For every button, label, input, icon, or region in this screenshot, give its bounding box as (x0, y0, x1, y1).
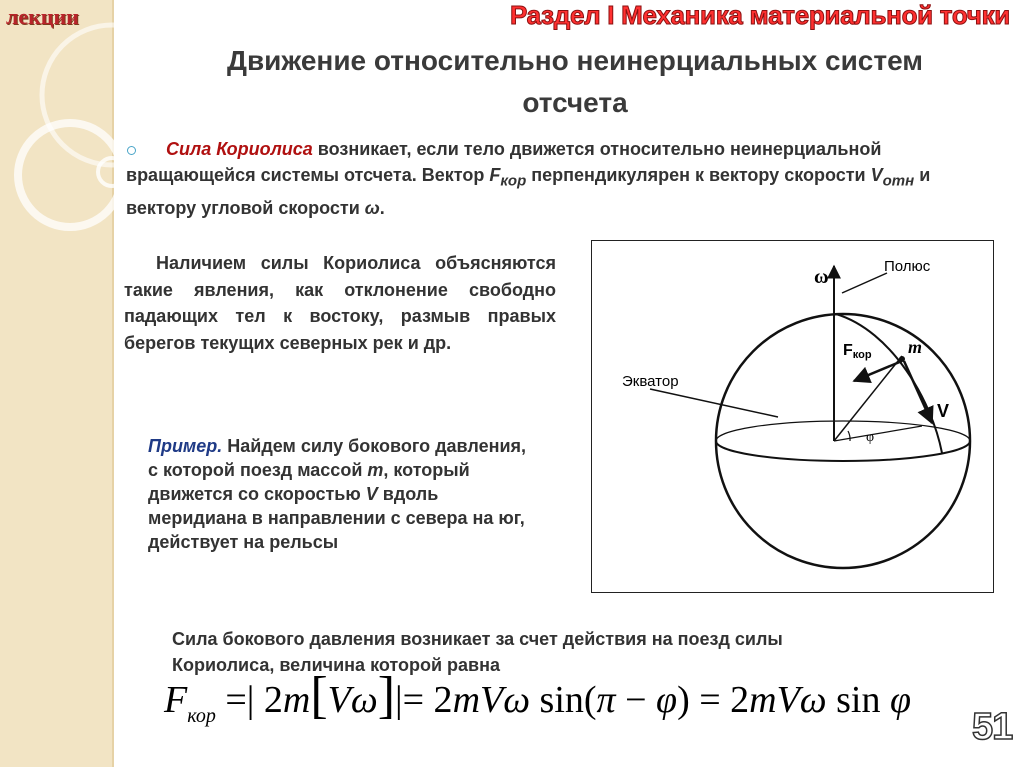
velocity-arrow (904, 361, 932, 423)
v-symbol: V (870, 165, 883, 185)
globe-figure (591, 240, 994, 593)
v-subscript: отн (882, 172, 915, 190)
omega-label: ω (814, 266, 829, 288)
pole-leader (842, 273, 887, 293)
phenomena-text: Наличием силы Кориолиса объясняются такие явления, как отклонение свободно падающих тел к востоку, размыв правых берегов текущих северных рек и др. (124, 253, 556, 353)
globe-diagram (592, 241, 993, 592)
mass-point (899, 356, 905, 362)
decorative-circles (0, 0, 160, 260)
coriolis-formula (164, 667, 912, 728)
mass-label: m (908, 337, 923, 357)
formula-eq-3: ) = 2 (677, 679, 750, 721)
page-number: 51 (972, 706, 1013, 748)
formula-pi: π (596, 679, 616, 721)
formula-eq-1: = (215, 679, 247, 721)
example-paragraph (148, 434, 528, 554)
equator-leader (650, 389, 778, 417)
mass-symbol: m (367, 460, 384, 480)
example-label: Пример. (148, 436, 223, 456)
conclusion-paragraph: Сила бокового давления возникает за счет действия на поезд силы Кориолиса, величина которой равна (172, 629, 783, 675)
coriolis-force-arrow (854, 361, 902, 381)
title-line-1: Движение относительно неинерциальных систем (227, 45, 923, 76)
formula-sin-2: sin (826, 679, 890, 721)
f-subscript: кор (500, 172, 527, 190)
formula-sin-1: sin( (530, 679, 597, 721)
formula-phi-2: φ (890, 679, 912, 721)
formula-mvw-2: mVω (749, 679, 827, 721)
equator-front (716, 441, 970, 461)
f-symbol: F (489, 165, 501, 185)
velocity-symbol: V (365, 484, 378, 504)
formula-phi-1: φ (656, 679, 678, 721)
coriolis-term: Сила Кориолиса (166, 139, 313, 159)
formula-eq-2: = 2 (402, 679, 453, 721)
lecture-label: лекции (6, 4, 79, 29)
example-text-2: , который движется со скоростью (148, 460, 470, 504)
formula-bar-1: | (246, 679, 255, 721)
formula-lbracket: [ (310, 667, 328, 724)
formula-rbracket: ] (377, 667, 396, 724)
equator-radius (834, 426, 922, 441)
equator-back (716, 421, 970, 441)
omega-symbol: ω (364, 197, 380, 218)
force-label: Fкор (843, 342, 872, 361)
phi-label: φ (866, 430, 875, 445)
equator-label: Экватор (622, 373, 679, 390)
formula-bar-2: | (395, 679, 403, 721)
formula-vw: Vω (327, 679, 378, 721)
formula-m: m (282, 679, 311, 721)
formula-mvw-1: mVω (452, 679, 531, 721)
pole-label: Полюс (884, 258, 931, 275)
formula-minus: − (615, 679, 657, 721)
intro-text-3: и вектору угловой скорости (126, 165, 931, 218)
example-text-1: Найдем силу бокового давления, с которой поезд массой (148, 436, 527, 480)
example-text-3: вдоль меридиана в направлении с севера на юг, действует на рельсы (148, 484, 525, 552)
angle-arc (848, 431, 850, 441)
f-var: F (164, 679, 188, 721)
f-sub: кор (187, 705, 216, 727)
intro-paragraph (126, 136, 986, 221)
radius-line (834, 356, 902, 441)
page-title (130, 40, 1020, 124)
intro-text-2: перпендикулярен к вектору скорости (526, 165, 871, 185)
title-line-2: отсчета (522, 87, 628, 118)
section-header: Раздел I Механика материальной точки (509, 0, 1010, 30)
velocity-label: V (937, 401, 950, 421)
intro-text-1: возникает, если тело движется относительно неинерциальной вращающейся системы отсчета. Вектор (126, 139, 882, 185)
intro-end: . (379, 197, 385, 218)
formula-two-1: 2 (254, 679, 283, 721)
phenomena-paragraph (124, 250, 556, 356)
